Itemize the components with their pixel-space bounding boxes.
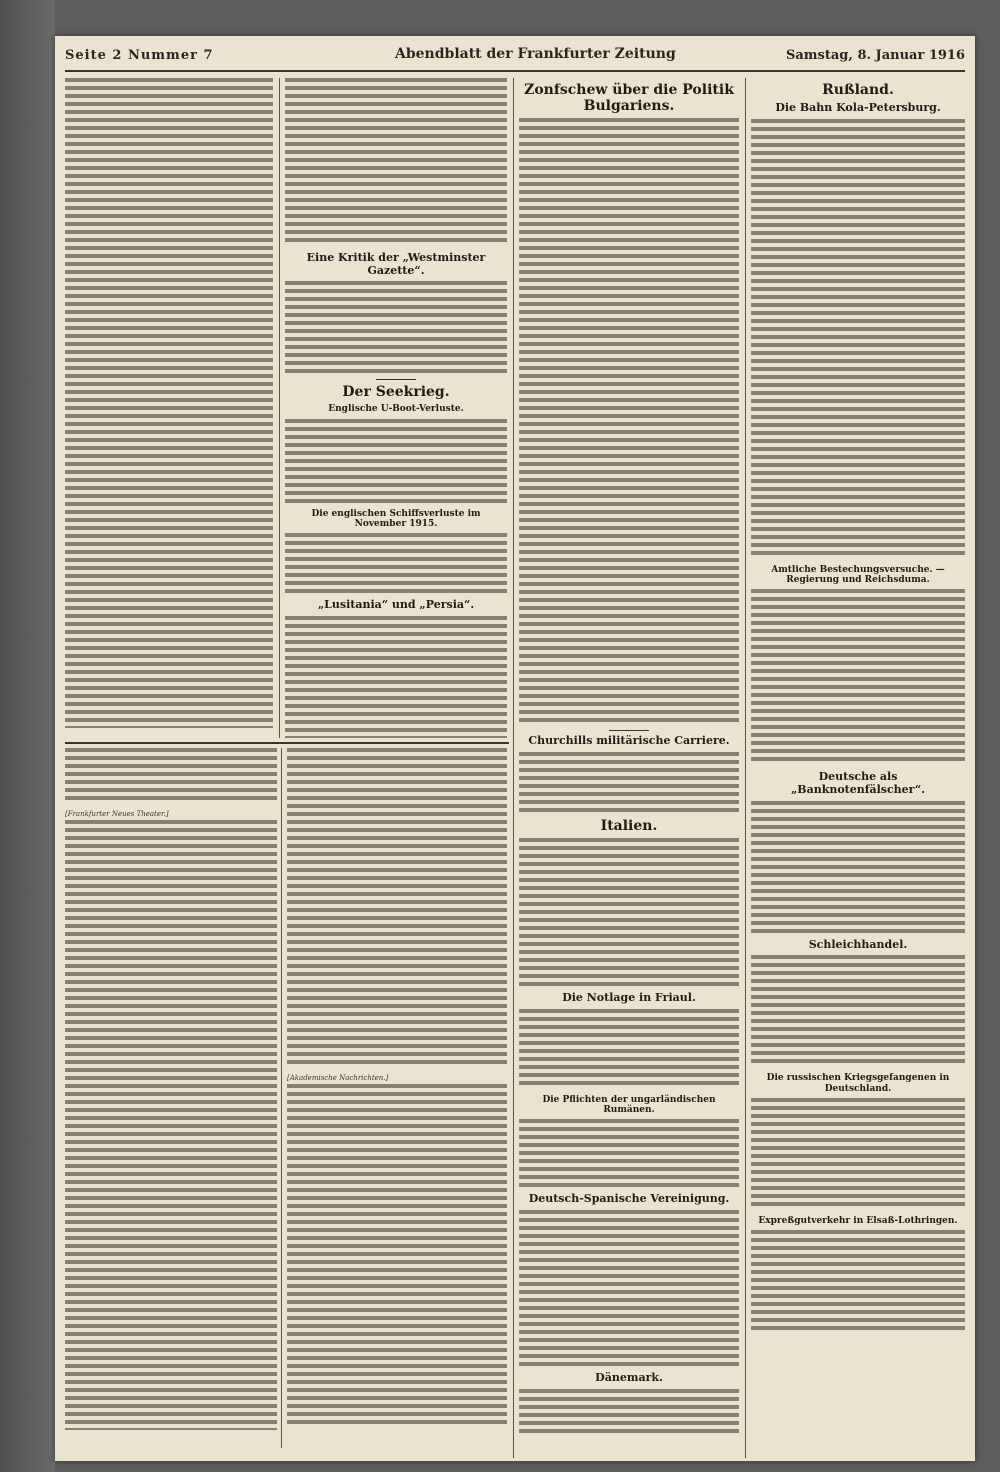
column-4 [751,78,965,1458]
article-daenemark [519,1389,739,1437]
article-westminster [285,281,507,373]
headline-daenemark: Dänemark. [595,1370,663,1384]
headline-theater: [Frankfurter Neues Theater.] [65,810,169,818]
headline-bahn: Die Bahn Kola-Petersburg. [775,101,941,115]
article-lusitania [285,616,507,738]
feuilleton-akademisch [287,1084,507,1424]
headline-akademisch: [Akademische Nachrichten.] [287,1074,389,1082]
headline-expressgut: Expreßgutverkehr in Elsaß-Lothringen. [758,1216,958,1227]
feuilleton-left [65,748,277,1448]
divider [376,379,416,380]
feuilleton-rule [65,742,509,744]
headline-seekrieg: Der Seekrieg. [342,384,450,401]
scan-edge [0,0,55,1472]
divider [609,730,649,731]
column-rule [279,78,280,738]
feuilleton-theater-continued [287,748,507,1068]
column-rule [513,78,514,1458]
headline-bulgarien: Zonfschew über die Politik Bulgariens. [524,82,734,115]
feuilleton-right [287,748,507,1448]
article-schleichhandel [751,955,965,1067]
headline-uboot: Englische U-Boot-Verluste. [328,404,464,415]
article-spanisch [519,1210,739,1366]
headline-italien: Italien. [600,817,658,834]
masthead [65,44,965,72]
newspaper-page [55,36,975,1461]
article-friaul [519,1009,739,1089]
headline-spanisch: Deutsch-Spanische Vereinigung. [528,1192,730,1206]
article-war-report [65,78,273,728]
headline-schleichhandel: Schleichhandel. [808,937,908,951]
column-rule [745,78,746,1458]
feuilleton-theater [65,820,277,1430]
article-uboot [285,419,507,503]
article-kriegsgefangene [751,1098,965,1210]
feuilleton-intro [65,748,277,804]
newspaper-title: Abendblatt der Frankfurter Zeitung [395,46,676,62]
article-bahn [751,119,965,559]
article-bestechung [751,589,965,765]
headline-banknoten: Deutsche als „Banknotenfälscher“. [790,770,926,797]
article-schiffsverluste [285,533,507,593]
issue-date: Samstag, 8. Januar 1916 [785,48,965,63]
article-rumaenen [519,1119,739,1187]
article-banknoten [751,801,965,933]
headline-lusitania: „Lusitania“ und „Persia“. [317,598,475,612]
headline-rumaenen: Die Pflichten der ungarländischen Rumänen. [542,1094,716,1115]
headline-kriegsgefangene: Die russischen Kriegsgefangenen in Deutschland. [766,1073,950,1094]
headline-bestechung: Amtliche Bestechungsversuche. — Regierung und Reichsduma. [771,564,945,586]
column-3 [519,78,739,1458]
article-expressgut [751,1230,965,1334]
headline-churchill: Churchills militärische Carriere. [528,734,730,748]
page-number: Seite 2 Nummer 7 [65,48,214,63]
article-italien [519,838,739,986]
headline-friaul: Die Notlage in Friaul. [562,990,696,1004]
column-2 [285,78,507,738]
headline-russland: Rußland. [822,82,894,98]
headline-westminster: Eine Kritik der „Westminster Gazette“. [306,251,486,277]
article-bulgarien [519,118,739,724]
article-continuation [285,78,507,246]
column-rule [281,748,282,1448]
headline-schiffsverluste: Die englischen Schiffsverluste im November 1915. [311,508,481,530]
column-1 [65,78,273,738]
article-churchill [519,752,739,812]
